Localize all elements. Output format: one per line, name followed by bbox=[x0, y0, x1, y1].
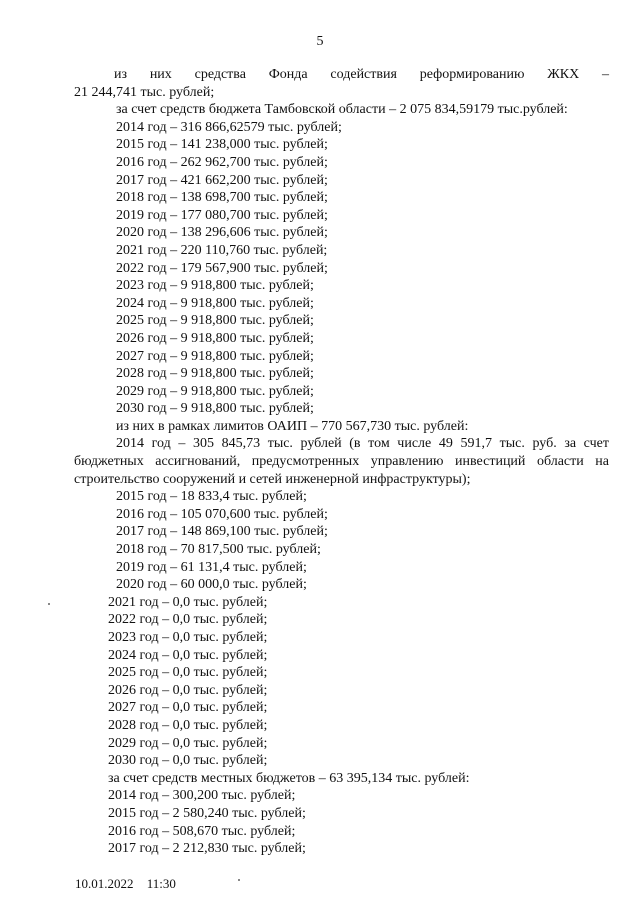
oaip-2014-line-b: бюджетных ассигнований, предусмотренных управлению инвестиций области на bbox=[74, 454, 609, 470]
list-item: 2017 год – 421 662,200 тыс. рублей; bbox=[116, 172, 328, 188]
list-item: 2019 год – 177 080,700 тыс. рублей; bbox=[116, 207, 328, 223]
list-item: 2015 год – 18 833,4 тыс. рублей; bbox=[116, 489, 307, 505]
local-budgets-header: за счет средств местных бюджетов – 63 395,134 тыс. рублей: bbox=[108, 770, 470, 786]
fund-line-a: из них средства Фонда содействия реформированию ЖКХ – bbox=[114, 67, 609, 82]
list-item: 2027 год – 0,0 тыс. рублей; bbox=[108, 700, 268, 716]
list-item: 2030 год – 0,0 тыс. рублей; bbox=[108, 753, 268, 769]
list-item: 2016 год – 262 962,700 тыс. рублей; bbox=[116, 154, 328, 170]
print-timestamp bbox=[75, 876, 176, 892]
list-item: 2022 год – 0,0 тыс. рублей; bbox=[108, 612, 268, 628]
list-item: 2018 год – 70 817,500 тыс. рублей; bbox=[116, 542, 321, 558]
oaip-2014-line-a: 2014 год – 305 845,73 тыс. рублей (в том числе 49 591,7 тыс. руб. за счет bbox=[116, 436, 609, 452]
list-item: 2020 год – 60 000,0 тыс. рублей; bbox=[116, 577, 307, 593]
list-item: 2023 год – 0,0 тыс. рублей; bbox=[108, 630, 268, 645]
list-item: 2024 год – 9 918,800 тыс. рублей; bbox=[116, 295, 314, 311]
list-item: 2029 год – 0,0 тыс. рублей; bbox=[108, 735, 268, 751]
regional-years-list bbox=[74, 119, 609, 418]
fund-line-b: 21 244,741 тыс. рублей; bbox=[74, 84, 215, 100]
local-years-list bbox=[74, 787, 609, 857]
print-date: 10.01.2022 bbox=[75, 876, 134, 891]
list-item: 2015 год – 141 238,000 тыс. рублей; bbox=[116, 137, 328, 153]
scan-speck bbox=[238, 879, 240, 881]
list-item: 2015 год – 2 580,240 тыс. рублей; bbox=[108, 805, 306, 821]
list-item: 2023 год – 9 918,800 тыс. рублей; bbox=[116, 278, 314, 294]
list-item: 2017 год – 148 869,100 тыс. рублей; bbox=[116, 524, 328, 540]
list-item: 2026 год – 0,0 тыс. рублей; bbox=[108, 682, 268, 698]
list-item: 2028 год – 9 918,800 тыс. рублей; bbox=[116, 366, 314, 382]
list-item: 2030 год – 9 918,800 тыс. рублей; bbox=[116, 401, 314, 417]
list-item: 2018 год – 138 698,700 тыс. рублей; bbox=[116, 190, 328, 206]
oaip-years-list bbox=[74, 488, 609, 770]
list-item: 2024 год – 0,0 тыс. рублей; bbox=[108, 647, 268, 663]
list-item: 2016 год – 508,670 тыс. рублей; bbox=[108, 823, 296, 839]
page-number: 5 bbox=[316, 34, 324, 49]
print-time: 11:30 bbox=[146, 876, 176, 891]
scan-speck bbox=[48, 603, 50, 605]
list-item: 2022 год – 179 567,900 тыс. рублей; bbox=[116, 260, 328, 276]
list-item: 2019 год – 61 131,4 тыс. рублей; bbox=[116, 559, 307, 575]
list-item: 2016 год – 105 070,600 тыс. рублей; bbox=[116, 506, 328, 522]
regional-budget-header: за счет средств бюджета Тамбовской области – 2 075 834,59179 тыс.рублей: bbox=[116, 102, 568, 118]
list-item: 2017 год – 2 212,830 тыс. рублей; bbox=[108, 841, 306, 857]
oaip-2014-line-c: строительство сооружений и сетей инженерной инфраструктуры); bbox=[74, 471, 471, 487]
list-item: 2014 год – 316 866,62579 тыс. рублей; bbox=[116, 119, 342, 135]
list-item: 2020 год – 138 296,606 тыс. рублей; bbox=[116, 225, 328, 241]
list-item: 2025 год – 9 918,800 тыс. рублей; bbox=[116, 313, 314, 329]
list-item: 2026 год – 9 918,800 тыс. рублей; bbox=[116, 330, 314, 346]
list-item: 2025 год – 0,0 тыс. рублей; bbox=[108, 665, 268, 681]
list-item: 2014 год – 300,200 тыс. рублей; bbox=[108, 788, 296, 804]
list-item: 2029 год – 9 918,800 тыс. рублей; bbox=[116, 383, 314, 399]
list-item: 2028 год – 0,0 тыс. рублей; bbox=[108, 717, 268, 733]
list-item: 2021 год – 0,0 тыс. рублей; bbox=[108, 594, 268, 610]
document-body bbox=[74, 66, 609, 858]
list-item: 2021 год – 220 110,760 тыс. рублей; bbox=[116, 242, 328, 258]
list-item: 2027 год – 9 918,800 тыс. рублей; bbox=[116, 348, 314, 364]
oaip-limits-header: из них в рамках лимитов ОАИП – 770 567,730 тыс. рублей: bbox=[116, 418, 469, 434]
